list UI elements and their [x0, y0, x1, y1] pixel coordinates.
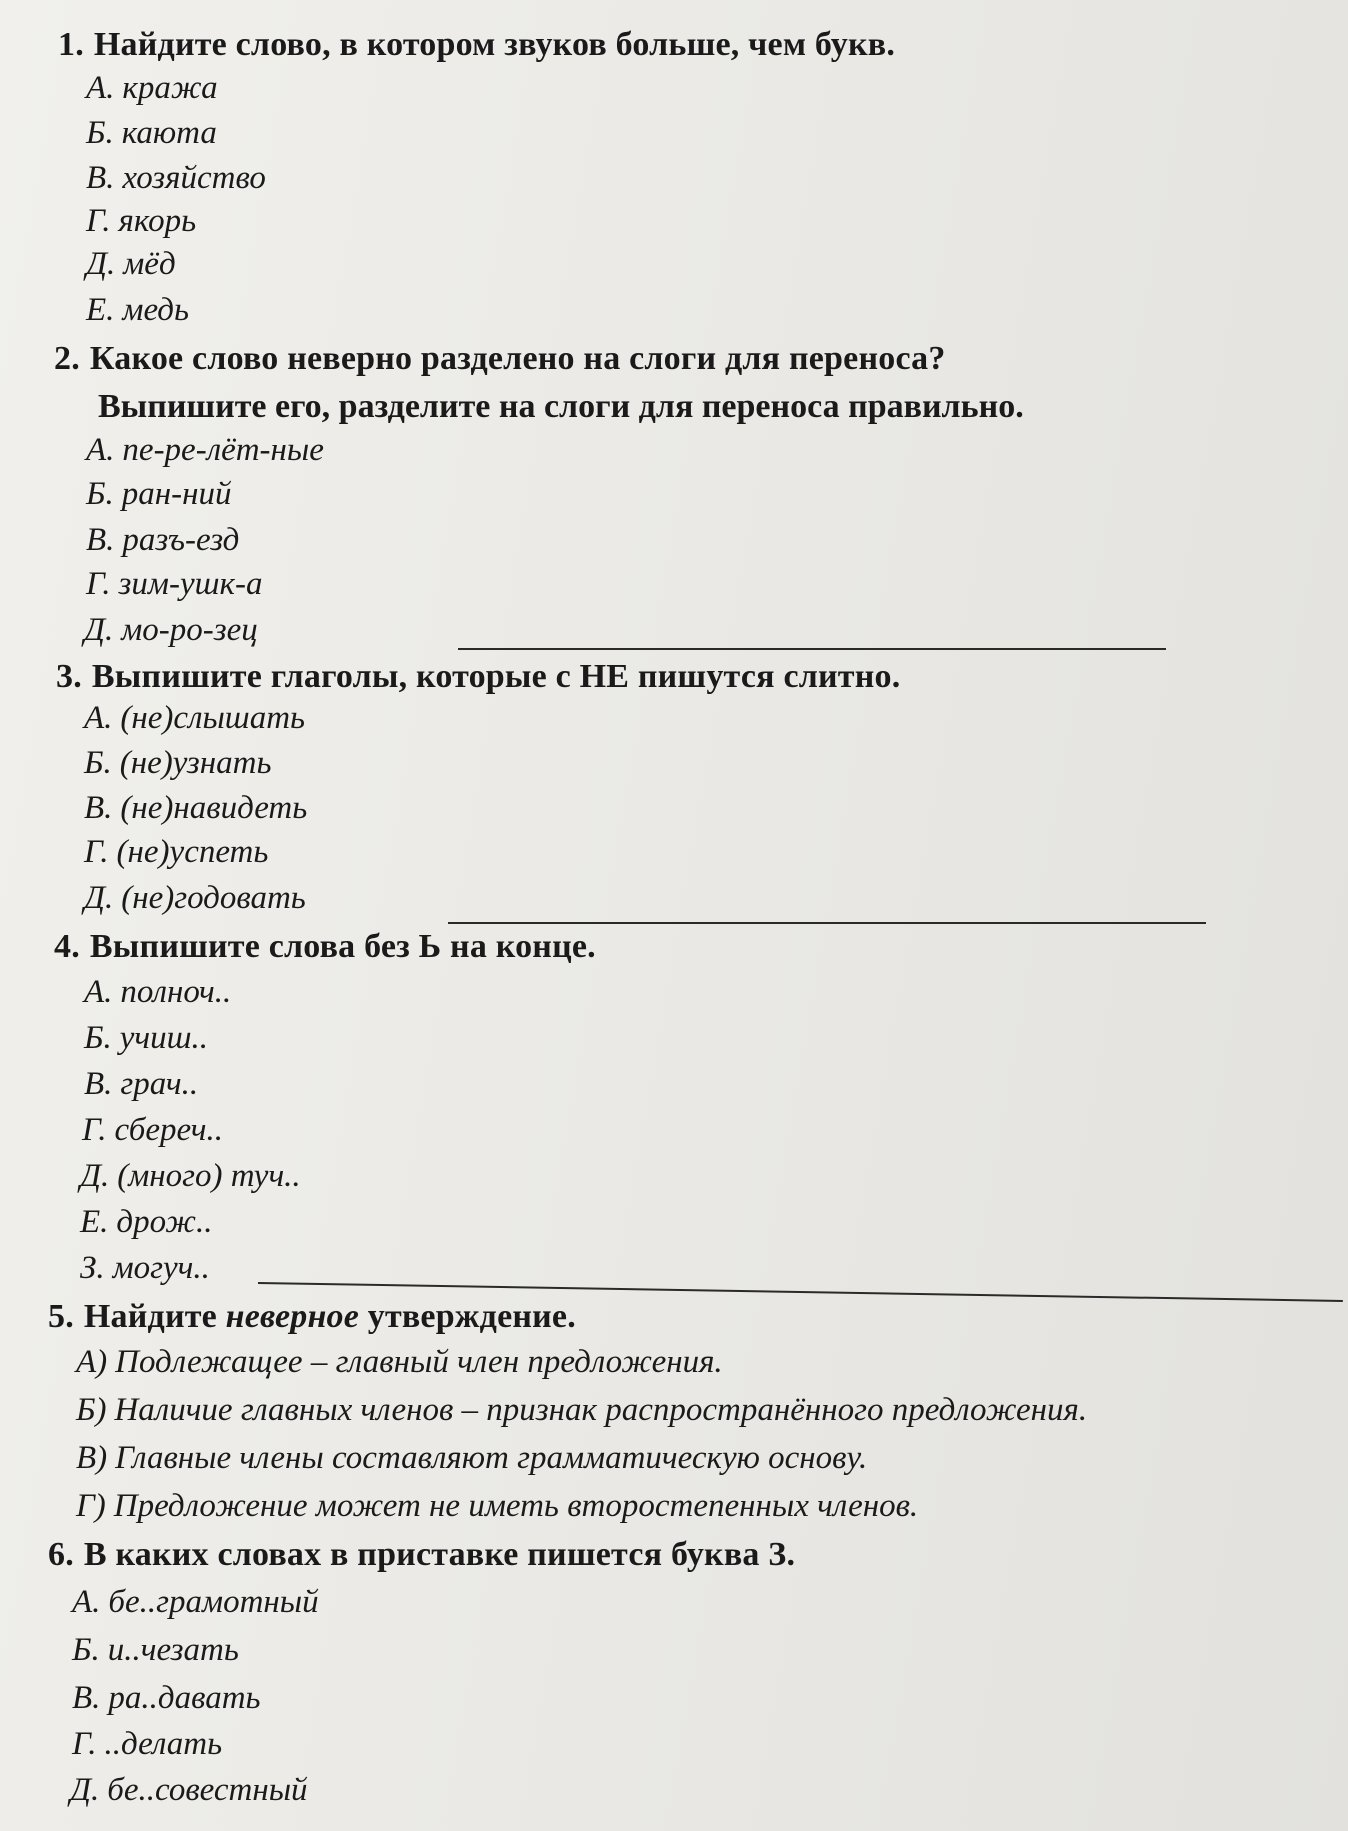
option-text: Подлежащее – главный член предложения. — [115, 1344, 723, 1380]
option-letter: В. — [84, 1066, 113, 1102]
option-text: бе..совестный — [107, 1772, 308, 1808]
option-letter: Д. — [84, 880, 114, 916]
option-letter: Б. — [86, 476, 114, 512]
question-5-title — [48, 1298, 576, 1336]
option-letter: Б. — [84, 745, 112, 781]
option-a — [84, 700, 305, 737]
question-text-before: Найдите — [83, 1298, 217, 1335]
option-z — [80, 1250, 210, 1287]
option-e — [86, 292, 189, 329]
option-text: ра..давать — [108, 1680, 261, 1716]
option-text: (много) туч.. — [117, 1158, 301, 1194]
question-3-title — [56, 658, 900, 696]
option-g — [72, 1726, 222, 1763]
option-b — [84, 745, 272, 782]
option-text: (не)годовать — [121, 880, 306, 916]
question-text: Какое слово неверно разделено на слоги для переноса? — [89, 340, 946, 377]
question-6-title — [48, 1536, 795, 1574]
question-text: Найдите слово, в котором звуков больше, чем букв. — [93, 26, 896, 63]
option-text: и..чезать — [107, 1632, 239, 1668]
option-v — [76, 1440, 867, 1477]
question-number: 1. — [58, 26, 84, 63]
question-1-title — [58, 26, 895, 64]
option-letter: Г. — [86, 566, 111, 602]
option-text: (не)слышать — [120, 700, 306, 736]
question-number: 4. — [54, 928, 80, 965]
option-letter: Б. — [72, 1632, 100, 1668]
option-letter: Д. — [80, 1158, 110, 1194]
option-b — [86, 476, 231, 513]
option-text: зим-ушк-а — [118, 566, 263, 602]
option-text: кража — [122, 70, 218, 106]
option-letter: А. — [84, 974, 113, 1010]
option-letter: Е. — [86, 292, 115, 328]
option-text: якорь — [118, 203, 197, 239]
option-g — [86, 203, 196, 240]
option-letter: А. — [84, 700, 113, 736]
question-text-after: утверждение. — [367, 1298, 576, 1335]
option-a — [84, 974, 231, 1011]
option-text: мёд — [123, 246, 176, 282]
option-letter: Г. — [86, 203, 111, 239]
option-letter: Д. — [84, 612, 114, 648]
option-e — [80, 1204, 213, 1241]
option-b — [76, 1392, 1087, 1429]
option-text: медь — [122, 292, 190, 328]
question-text: Выпишите глаголы, которые с НЕ пишутся слитно. — [91, 658, 901, 695]
question-4-title — [54, 928, 596, 966]
option-letter: А) — [76, 1344, 108, 1380]
option-d — [70, 1772, 308, 1809]
question-2-subtitle: Выпишите его, разделите на слоги для переноса правильно. — [98, 388, 1024, 425]
option-b — [72, 1632, 239, 1669]
option-text: сбереч.. — [114, 1112, 223, 1148]
option-letter: Б) — [76, 1392, 107, 1428]
option-text: ..делать — [104, 1726, 223, 1762]
option-letter: В. — [86, 160, 115, 196]
option-letter: Г. — [72, 1726, 97, 1762]
option-d — [84, 612, 258, 649]
option-letter: В. — [72, 1680, 101, 1716]
question-text-emphasis: неверное — [225, 1298, 360, 1335]
option-text: (не)успеть — [116, 834, 269, 870]
option-letter: Г. — [84, 834, 109, 870]
option-letter: А. — [72, 1584, 101, 1620]
option-letter: В) — [76, 1440, 108, 1476]
answer-line[interactable] — [458, 648, 1166, 650]
option-g — [84, 834, 268, 871]
option-text: Наличие главных членов – признак распространённого предложения. — [114, 1392, 1088, 1428]
option-text: Главные члены составляют грамматическую основу. — [115, 1440, 868, 1476]
option-v — [86, 160, 266, 197]
option-letter: А. — [86, 432, 115, 468]
question-number: 6. — [48, 1536, 74, 1573]
option-text: полноч.. — [120, 974, 232, 1010]
option-v — [86, 522, 239, 559]
option-text: пе-ре-лёт-ные — [122, 432, 324, 468]
option-letter: Д. — [70, 1772, 100, 1808]
option-text: (не)узнать — [119, 745, 272, 781]
option-letter: Д. — [86, 246, 116, 282]
option-g — [76, 1488, 918, 1525]
option-text: бе..грамотный — [108, 1584, 319, 1620]
option-text: разъ-езд — [122, 522, 240, 558]
option-d — [84, 880, 306, 917]
option-letter: В. — [86, 522, 115, 558]
option-a — [72, 1584, 319, 1621]
option-d — [86, 246, 176, 283]
option-text: могуч.. — [112, 1250, 210, 1286]
option-text: хозяйство — [122, 160, 266, 196]
option-text: Предложение может не иметь второстепенных членов. — [113, 1488, 919, 1524]
option-text: (не)навидеть — [120, 790, 308, 826]
option-v — [84, 1066, 198, 1103]
question-number: 3. — [56, 658, 82, 695]
option-b — [84, 1020, 208, 1057]
option-text: мо-ро-зец — [121, 612, 258, 648]
option-text: грач.. — [120, 1066, 199, 1102]
option-a — [86, 70, 218, 107]
option-v — [84, 790, 307, 827]
option-letter: Б. — [86, 115, 114, 151]
answer-line[interactable] — [448, 922, 1206, 924]
option-g — [82, 1112, 223, 1149]
option-letter: З. — [80, 1250, 105, 1286]
option-text: дрож.. — [116, 1204, 213, 1240]
option-letter: В. — [84, 790, 113, 826]
question-2-title — [54, 340, 946, 378]
option-g — [86, 566, 262, 603]
option-letter: Б. — [84, 1020, 112, 1056]
question-text: Выпишите слова без Ь на конце. — [89, 928, 596, 965]
option-a — [86, 432, 324, 469]
option-d — [80, 1158, 301, 1195]
option-text: учиш.. — [119, 1020, 209, 1056]
question-text: В каких словах в приставке пишется буква З. — [83, 1536, 796, 1573]
option-b — [86, 115, 217, 152]
question-number: 5. — [48, 1298, 74, 1335]
option-letter: Г. — [82, 1112, 107, 1148]
option-text: ран-ний — [121, 476, 232, 512]
option-letter: Г) — [76, 1488, 106, 1524]
option-letter: Е. — [80, 1204, 109, 1240]
question-number: 2. — [54, 340, 80, 377]
option-v — [72, 1680, 261, 1717]
option-letter: А. — [86, 70, 115, 106]
option-a — [76, 1344, 723, 1381]
option-text: каюта — [121, 115, 217, 151]
